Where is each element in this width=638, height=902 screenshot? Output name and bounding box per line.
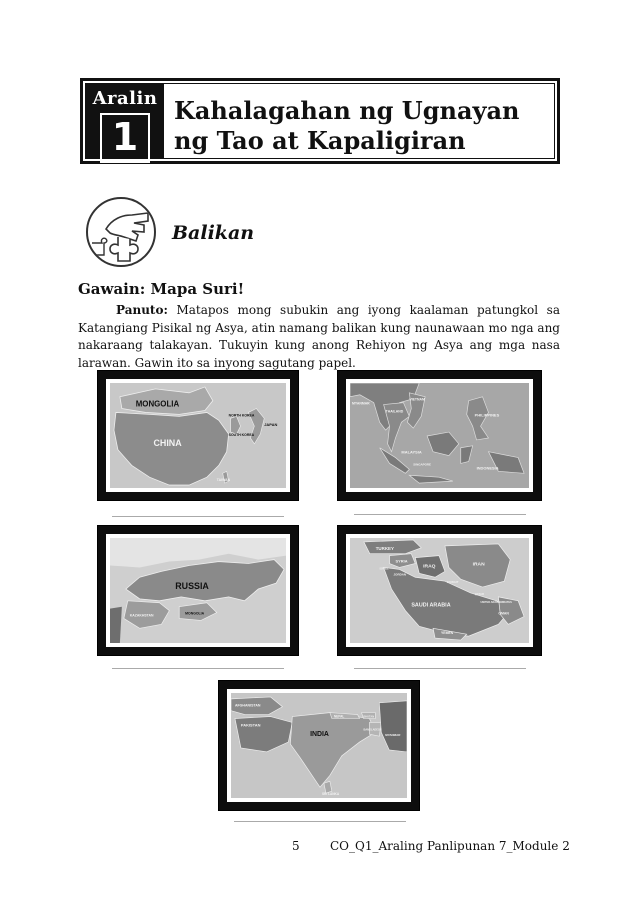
answer-line-3: [112, 668, 284, 669]
activity-title: Gawain: Mapa Suri!: [78, 280, 245, 298]
map-label-malaysia: MALAYSIA: [401, 449, 422, 455]
map-label-qatar: QATAR: [474, 592, 485, 596]
lesson-number-box: [86, 84, 164, 158]
map-south-asia: [218, 680, 420, 811]
map-label-mongolia: MONGOLIA: [135, 399, 180, 409]
activity-instructions: [78, 302, 560, 372]
map-label-afghanistan: AFGHANISTAN: [234, 703, 261, 708]
map-label-pakistan: PAKISTAN: [240, 722, 261, 728]
lesson-banner: [80, 78, 560, 164]
map-label-saudi-arabia: SAUDI ARABIA: [411, 602, 451, 609]
map-label-turkey: TURKEY: [375, 545, 394, 551]
map-label-israel: ISRAEL: [379, 567, 389, 571]
instruction-label: Panuto:: [116, 303, 168, 317]
map-north-asia: [97, 525, 299, 656]
map-label-russia: RUSSIA: [175, 581, 209, 592]
map-label-nepal: NEPAL: [333, 714, 345, 719]
map-east-asia: [97, 370, 299, 501]
map-label-japan: JAPAN: [264, 422, 278, 428]
lesson-title: [174, 96, 519, 156]
lesson-word: Aralin: [92, 88, 158, 109]
map-label-jordan: JORDAN: [393, 572, 406, 577]
map-label-thailand: THAILAND: [385, 409, 404, 414]
module-code: CO_Q1_Araling Panlipunan 7_Module 2: [330, 839, 570, 853]
answer-line-5: [234, 821, 406, 822]
lesson-title-line1: Kahalagahan ng Ugnayan: [174, 96, 520, 125]
map-label-oman: OMAN: [498, 611, 509, 616]
map-label-syria: SYRIA: [395, 558, 408, 564]
lesson-title-line2: ng Tao at Kapaligiran: [174, 126, 466, 155]
map-label-kuwait: KUWAIT: [446, 580, 459, 585]
map-label-philippines: PHILIPPINES: [474, 412, 500, 418]
map-label-iraq: IRAQ: [423, 564, 436, 570]
map-label-south-korea: SOUTH KOREA: [228, 433, 255, 437]
map-label-yemen: YEMEN: [440, 631, 454, 636]
instruction-text: Matapos mong subukin ang iyong kaalaman patungkol sa Katangiang Pisikal ng Asya, atin namang balikan kung naunawaan mo nga ang nakaraang talakayan. Tukuyin kung anong Rehiyon ng Asya ang mga nasa larawan. Gawin ito sa inyong sagutang papel.: [78, 303, 560, 370]
map-label-singapore: SINGAPORE: [413, 462, 432, 467]
map-label-vietnam: VIETNAM: [409, 397, 425, 402]
map-label-china: CHINA: [153, 437, 182, 448]
map-southeast-asia: [337, 370, 542, 501]
map-label-sri-lanka: SRI LANKA: [321, 792, 340, 797]
hand-puzzle-icon: [86, 197, 156, 267]
answer-line-4: [354, 668, 526, 669]
map-label-kazakhstan: KAZAKHSTAN: [129, 613, 154, 618]
map-label-taiwan: TAIWAN: [216, 478, 231, 483]
map-label-mongolia-north: MONGOLIA: [185, 611, 205, 616]
answer-line-2: [354, 514, 526, 515]
map-label-bhutan: BHUTAN: [363, 715, 375, 719]
answer-line-1: [112, 516, 284, 517]
map-label-myanmar-south: MYANMAR: [385, 733, 401, 738]
map-west-asia: [337, 525, 542, 656]
map-label-north-korea: NORTH KOREA: [228, 413, 255, 418]
map-label-bangladesh: BANGLADESH: [363, 728, 382, 732]
map-label-india: INDIA: [310, 731, 329, 739]
lesson-number: 1: [100, 113, 150, 163]
page-number: 5: [292, 839, 300, 853]
section-title: Balikan: [172, 222, 255, 244]
map-label-iran: IRAN: [472, 562, 485, 568]
map-label-indonesia: INDONESIA: [476, 465, 499, 471]
map-label-uae: UNITED ARAB EMIRATES: [480, 600, 512, 604]
map-label-myanmar: MYANMAR: [351, 401, 370, 406]
